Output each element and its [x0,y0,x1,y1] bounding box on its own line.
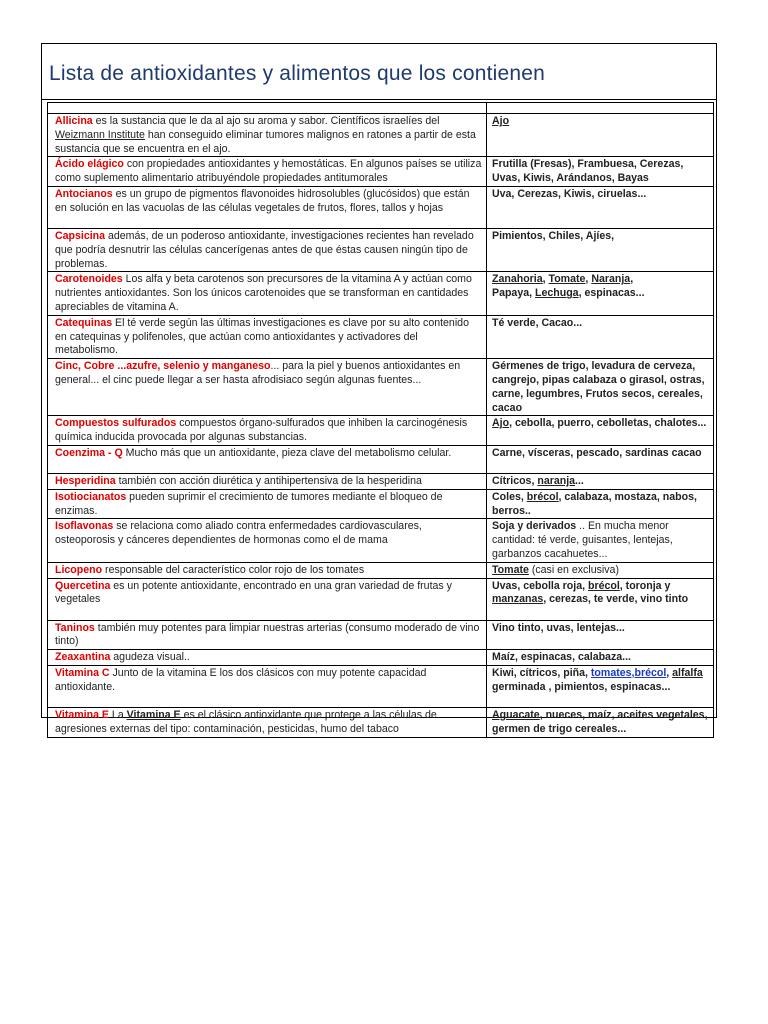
foods-cell: Gérmenes de trigo, levadura de cerveza, cangrejo, pipas calabaza o girasol, ostras, carne, legumbres, Frutos secos, cereales, cacao [487,359,714,416]
description-text: es un potente antioxidante, encontrado en una gran variedad de frutas y vegetales [55,579,452,606]
description-text: han conseguido eliminar tumores malignos en ratones a partir de esta sustancia que se encuentra en el ajo. [55,128,476,155]
foods-cell [487,519,714,562]
description-cell [48,489,487,519]
foods-cell [487,665,714,707]
table-row [48,315,714,358]
foods-cell: Vino tinto, uvas, lentejas... [487,620,714,650]
description-cell [48,562,487,578]
table-row [48,416,714,446]
food-text: , espinacas... [578,287,645,300]
food-link[interactable]: Ajo [492,115,510,127]
antioxidant-name: Allicina [55,115,93,127]
table-row [48,157,714,187]
antioxidant-name: Quercetina [55,579,111,592]
foods-cell: Carne, vísceras, pescado, sardinas cacao [487,445,714,473]
food-text: , [542,273,549,286]
table-row [48,272,714,315]
table-row [48,665,714,707]
foods-cell [487,707,714,737]
table-row [48,186,714,228]
antioxidant-name: Carotenoides [55,273,123,286]
page-title: Lista de antioxidantes y alimentos que los contienen [49,62,546,85]
food-text: Soja y derivados [492,520,577,533]
foods-cell [487,114,714,157]
table-row [48,519,714,562]
foods-cell [487,473,714,489]
description-cell [48,665,487,707]
food-text: , nueces, maíz, aceites vegetales, germen de trigo cereales... [492,708,708,735]
header-cell-foods [487,103,714,114]
table-row [48,620,714,650]
title-divider [42,99,716,100]
food-text: , cebolla, puerro, cebolletas, chalotes... [509,417,707,430]
antioxidant-name: Catequinas [55,316,113,329]
description-text: es la sustancia que le da al ajo su aroma y sabor. Científicos israelíes del [92,115,440,127]
antioxidant-name: Isoflavonas [55,520,114,533]
description-text: responsable del característico color rojo de los tomates [102,563,365,576]
antioxidant-name: Coenzima - Q [55,446,123,459]
description-text: es el clásico antioxidante que protege a las células de agresiones externas del tipo: contaminación, pesticidas, humo del tabaco [55,708,437,735]
description-text: se relaciona como aliado contra enfermedades cardiovasculares, osteoporosis y cánceres dependientes de hormonas como el de mama [55,520,422,547]
description-cell [48,416,487,446]
antioxidant-name: Licopeno [55,563,103,576]
foods-cell: Pimientos, Chiles, Ajíes, [487,228,714,271]
antioxidant-name: Vitamina C [55,666,110,679]
description-text: compuestos órgano-sulfurados que inhiben la carcinogénesis química inducida provocada por algunas substancias. [55,417,468,444]
antioxidant-name: Zeaxantina [55,651,111,664]
header-cell-antioxidant [48,103,487,114]
description-cell [48,578,487,620]
food-text: , cerezas, te verde, vino tinto [543,593,689,606]
description-cell [48,157,487,187]
description-text: además, de un poderoso antioxidante, investigaciones recientes han revelado que podría desnutrir las células cancerígenas antes de que éstas causen ningún tipo de problemas. [55,229,474,270]
table-row [48,578,714,620]
table-row [48,707,714,737]
food-text: Kiwi, cítricos, piña, [492,666,591,679]
description-text: Junto de la vitamina E los dos clásicos con muy potente capacidad antioxidante. [55,666,427,693]
antioxidant-name: Cinc, Cobre ...azufre, selenio y manganeso [55,360,271,373]
foods-cell [487,562,714,578]
vitamin-e-link[interactable]: Vitamina E [126,708,181,721]
food-text: , [666,666,673,679]
table-row [48,359,714,416]
food-text: Uvas, cebolla roja, [492,579,588,592]
antioxidant-name: Taninos [55,621,95,634]
food-link[interactable]: Naranja [591,273,631,286]
food-link[interactable]: manzanas [492,593,544,606]
foods-cell [487,416,714,446]
food-link[interactable]: Tomate [548,273,586,286]
food-link[interactable]: brécol [587,579,620,592]
table-row [48,228,714,271]
table-row [48,562,714,578]
food-link[interactable]: alfalfa [672,666,703,679]
foods-cell: Frutilla (Fresas), Frambuesa, Cerezas, Uvas, Kiwis, Arándanos, Bayas [487,157,714,187]
description-cell [48,650,487,666]
foods-cell [487,272,714,315]
food-link[interactable]: Ajo [492,417,510,430]
description-text: ... para la piel y buenos antioxidantes en general... el cinc puede llegar a ser hasta afrodisiaco según algunas fuentes... [55,360,461,386]
food-link[interactable]: Tomate [492,563,529,576]
foods-cell: Maíz, espinacas, calabaza... [487,650,714,666]
description-cell [48,186,487,228]
description-cell [48,620,487,650]
food-link[interactable]: brécol [526,490,559,503]
description-text: también con acción diurética y antihipertensiva de la hesperidina [115,474,422,487]
description-cell [48,519,487,562]
description-cell [48,114,487,157]
food-text: Papaya, [492,287,535,300]
foods-cell [487,578,714,620]
antioxidant-name: Antocianos [55,187,113,200]
description-text: Los alfa y beta carotenos son precursores de la vitamina A y actúan como nutrientes antioxidantes. Son los únicos carotenoides que se transforman en cantidades apreciables de vitamina A. [55,273,472,313]
description-cell [48,473,487,489]
food-text: Coles, [492,490,527,503]
antioxidant-name: Hesperidina [55,474,116,487]
antioxidant-name: Ácido elágico [55,158,124,171]
table-row [48,473,714,489]
description-cell [48,359,487,416]
food-note: .. En mucha menor cantidad: té verde, guisantes, lentejas, garbanzos cacahuetes... [492,520,673,560]
description-cell [48,272,487,315]
food-note: (casi en exclusiva) [528,563,619,576]
food-text: , toronja y [619,579,671,592]
food-text: Cítricos, [492,474,538,487]
food-link[interactable]: Zanahoria [492,273,543,286]
document-page [41,43,717,735]
foods-cell [487,489,714,519]
table-row [48,445,714,473]
description-text: agudeza visual.. [110,651,190,664]
description-text: El té verde según las últimas investigaciones es clave por su alto contenido en catequinas y polifenoles, que actúan como antioxidantes y activadores del metabolismo. [55,316,469,357]
description-text: es un grupo de pigmentos flavonoides hidrosolubles (glucósidos) que están en solución en las vacuolas de las células vegetales de frutos, flores, tallos y hojas [55,187,470,214]
food-link[interactable]: naranja [537,474,576,487]
table-row [48,114,714,157]
description-cell [48,315,487,358]
antioxidant-name: Isotiocianatos [55,490,127,503]
weizmann-link[interactable]: Weizmann Institute [55,128,145,141]
food-text: , calabaza, mostaza, nabos, berros.. [492,490,697,517]
food-link[interactable]: Lechuga [535,287,579,300]
description-text: con propiedades antioxidantes y hemostáticas. En algunos países se utiliza como suplemento alimentario atribuyéndole propiedades antitumorales [55,158,482,185]
description-text: pueden suprimir el crecimiento de tumores mediante el bloqueo de enzimas. [55,490,443,517]
antioxidant-name: Vitamina E [55,708,109,721]
foods-cell: Uva, Cerezas, Kiwis, ciruelas... [487,186,714,228]
table-row [48,489,714,519]
table-header-row [48,103,714,114]
foods-cell: Té verde, Cacao... [487,315,714,358]
description-text: Mucho más que un antioxidante, pieza clave del metabolismo celular. [122,446,452,459]
antioxidant-name: Capsicina [55,229,106,242]
antioxidant-name: Compuestos sulfurados [55,417,177,430]
food-text: , [585,273,592,286]
description-cell [48,228,487,271]
description-text: también muy potentes para limpiar nuestras arterias (consumo moderado de vino tinto) [55,621,480,648]
food-link[interactable]: tomates,brécol [590,666,667,679]
table-row [48,650,714,666]
food-link[interactable]: Aguacate [492,708,540,721]
food-text: ... [575,474,584,487]
description-text: La [108,708,127,721]
description-cell [48,445,487,473]
description-cell [48,707,487,737]
food-text: germinada , pimientos, espinacas... [492,680,671,693]
antioxidants-table [47,102,714,738]
food-text: , [630,273,634,286]
